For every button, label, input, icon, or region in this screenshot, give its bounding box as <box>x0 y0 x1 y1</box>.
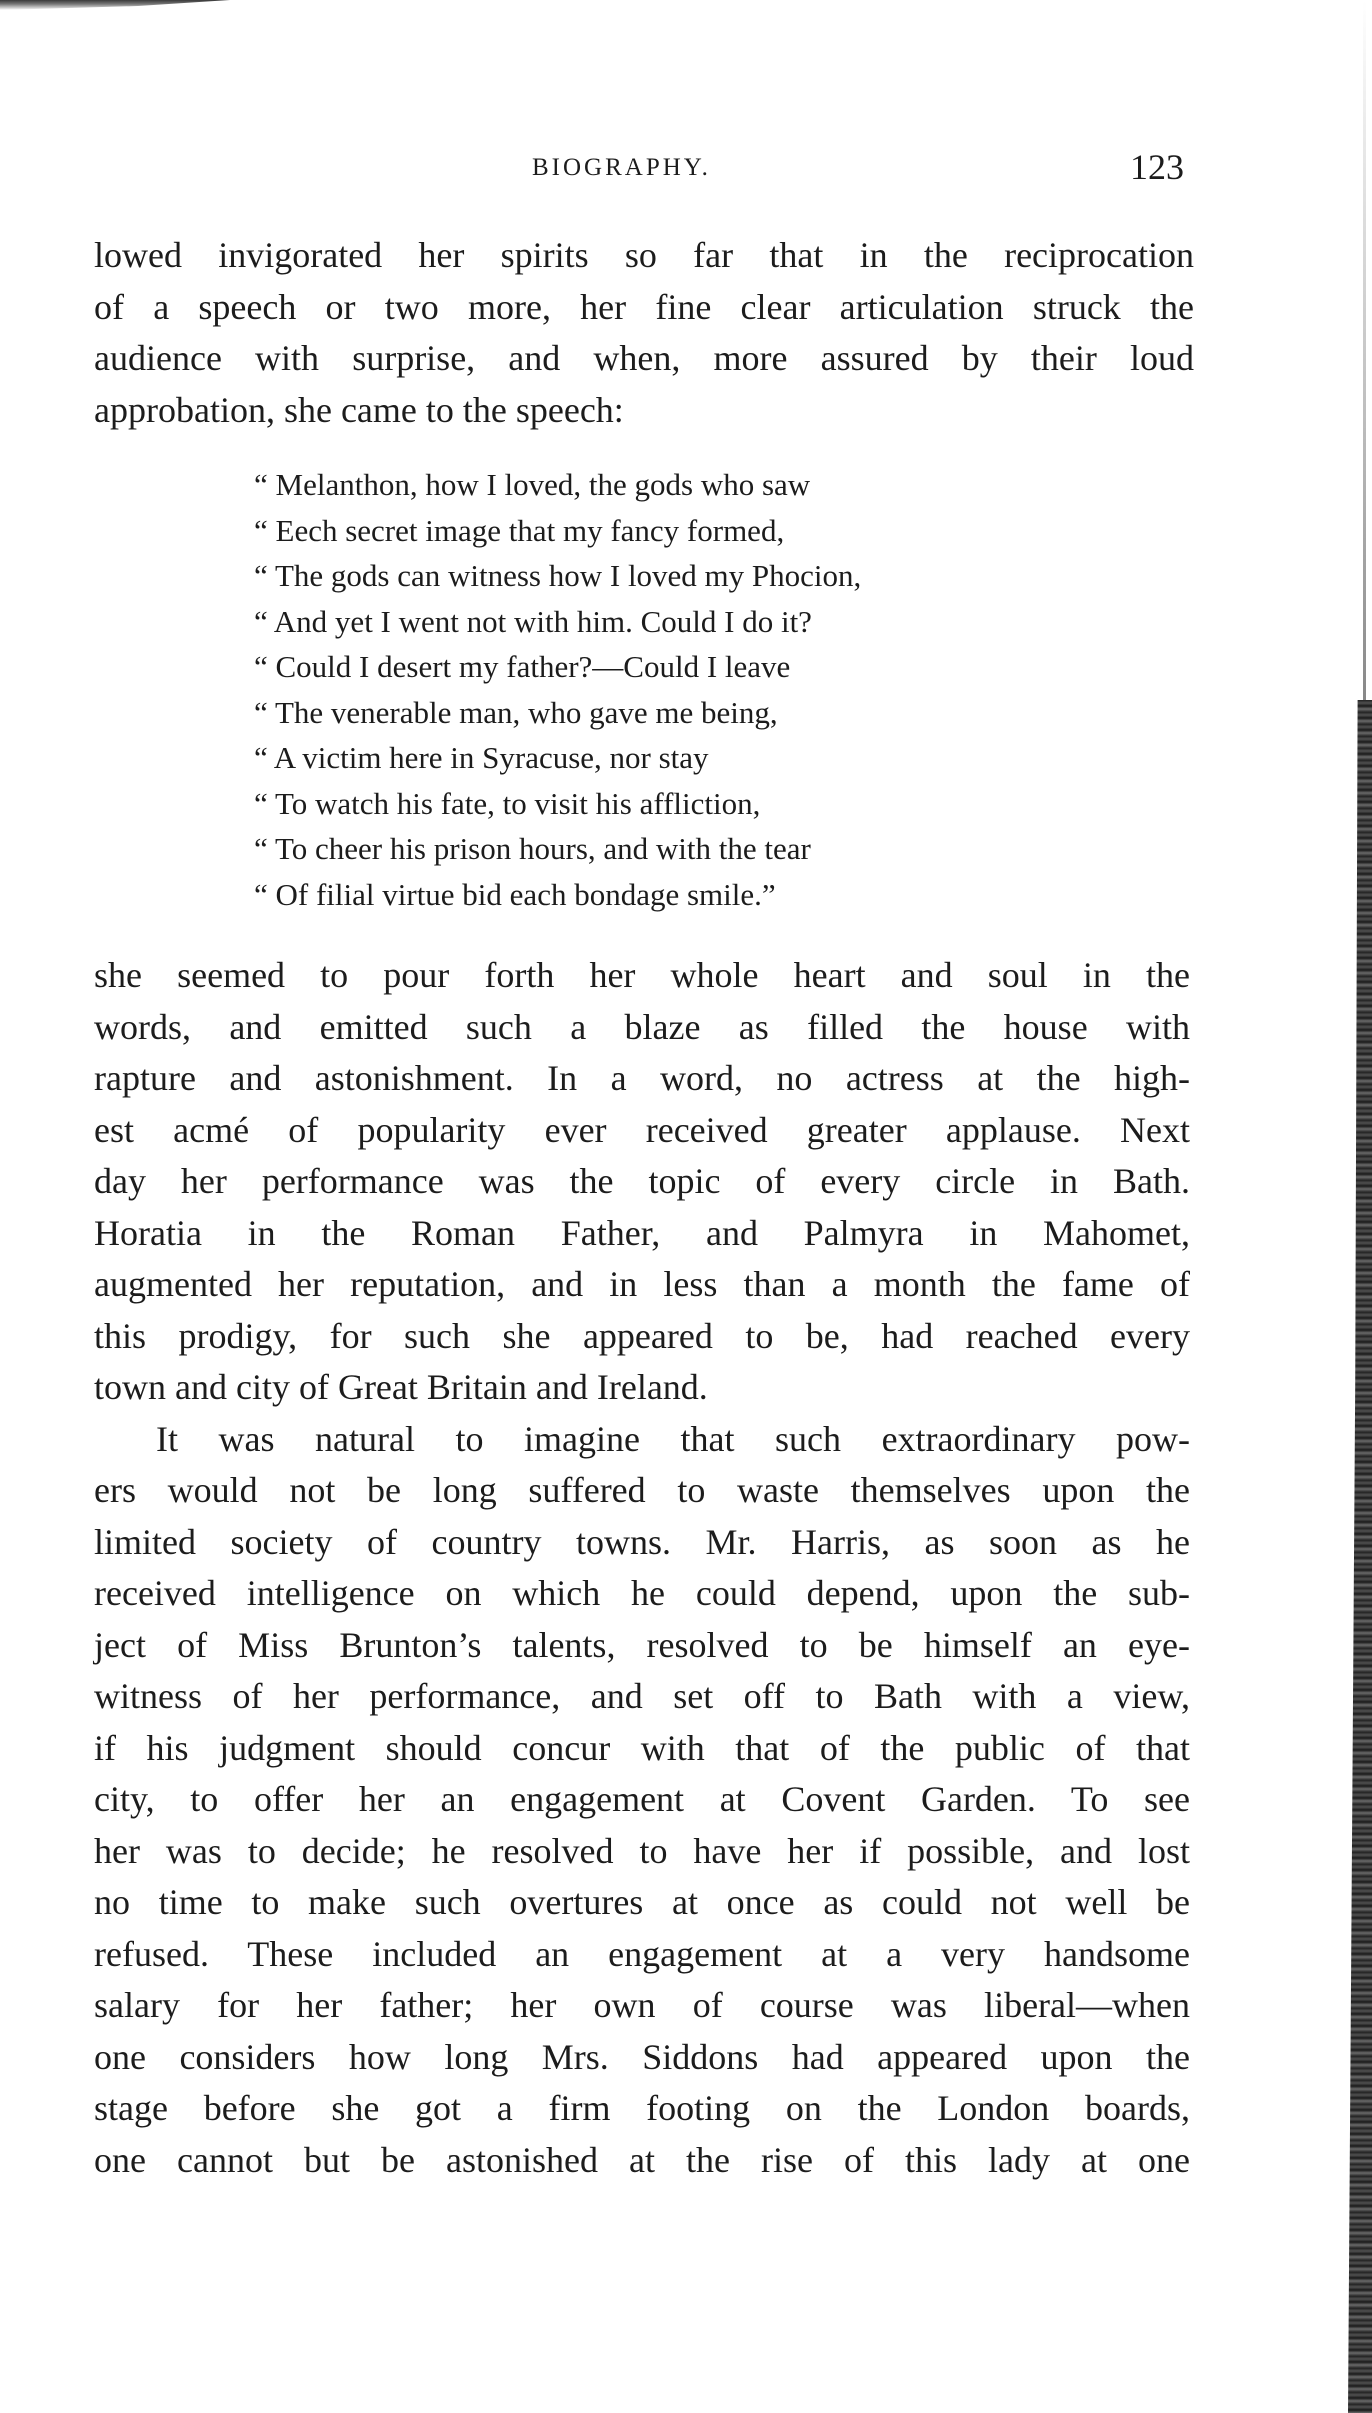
text-line: augmented her reputation, and in less than a month the fame of <box>94 1264 1190 1304</box>
text-line: It was natural to imagine that such extraordinary pow- <box>156 1418 1190 1459</box>
verse-line: “ To watch his fate, to visit his affliction, <box>254 785 761 821</box>
text-line: one cannot but be astonished at the rise of this lady at one <box>94 2139 1190 2180</box>
text-line: witness of her performance, and set off to Bath with a view, <box>94 1676 1190 1716</box>
text-line: salary for her father; her own of course was liberal—when <box>94 1985 1190 2025</box>
verse-line: “ Melanthon, how I loved, the gods who saw <box>254 467 811 502</box>
main-text <box>94 950 1190 2186</box>
verse-line: “ Could I desert my father?—Could I leave <box>254 649 791 684</box>
opening-paragraph <box>94 230 1194 436</box>
verse-line: “ The gods can witness how I loved my Phocion, <box>254 558 862 593</box>
text-line: this prodigy, for such she appeared to be, had reached every <box>94 1315 1190 1356</box>
verse-line: “ The venerable man, who gave me being, <box>254 694 778 730</box>
verse-line: “ And yet I went not with him. Could I do it? <box>254 603 812 639</box>
text-line: her was to decide; he resolved to have her if possible, and lost <box>94 1830 1190 1871</box>
text-line: audience with surprise, and when, more assured by their loud <box>94 338 1194 378</box>
text-line: city, to offer her an engagement at Covent Garden. To see <box>94 1779 1190 1819</box>
text-line: day her performance was the topic of every circle in Bath. <box>94 1161 1190 1201</box>
scan-edge-right <box>1348 700 1372 2413</box>
scan-edge-top <box>0 0 230 10</box>
verse-line: “ Of filial virtue bid each bondage smile.” <box>254 876 776 912</box>
text-line: lowed invigorated her spirits so far that in the reciprocation <box>94 235 1194 275</box>
text-line: of a speech or two more, her fine clear articulation struck the <box>94 286 1194 327</box>
continuation-paragraph <box>94 950 1190 1414</box>
text-line: limited society of country towns. Mr. Harris, as soon as he <box>94 1521 1190 1562</box>
text-line: no time to make such overtures at once as could not well be <box>94 1882 1190 1922</box>
verse-quotation <box>254 462 1054 917</box>
text-line: est acmé of popularity ever received greater applause. Next <box>94 1109 1190 1150</box>
verse-line: “ To cheer his prison hours, and with the tear <box>254 831 811 866</box>
running-head: BIOGRAPHY. <box>532 154 711 181</box>
verse-line: “ Eech secret image that my fancy formed, <box>254 512 785 548</box>
page-number: 123 <box>1130 147 1184 187</box>
text-line: ers would not be long suffered to waste themselves upon the <box>94 1470 1190 1510</box>
text-line: refused. These included an engagement at a very handsome <box>94 1933 1190 1974</box>
text-line: approbation, she came to the speech: <box>94 389 624 430</box>
text-line: she seemed to pour forth her whole heart and soul in the <box>94 955 1190 995</box>
text-line: ject of Miss Brunton’s talents, resolved to be himself an eye- <box>94 1624 1190 1665</box>
text-line: one considers how long Mrs. Siddons had appeared upon the <box>94 2036 1190 2077</box>
verse-line: “ A victim here in Syracuse, nor stay <box>254 740 709 775</box>
text-line: Horatia in the Roman Father, and Palmyra in Mahomet, <box>94 1212 1190 1253</box>
text-line: received intelligence on which he could depend, upon the sub- <box>94 1573 1190 1613</box>
scan-edge-right-upper <box>1363 0 1366 700</box>
text-line: rapture and astonishment. In a word, no actress at the high- <box>94 1058 1190 1098</box>
final-paragraph <box>94 1414 1190 2187</box>
text-line: if his judgment should concur with that of the public of that <box>94 1727 1190 1768</box>
page-header <box>0 146 1372 196</box>
text-line: town and city of Great Britain and Ireland. <box>94 1367 708 1407</box>
text-line: words, and emitted such a blaze as filled the house with <box>94 1006 1190 1047</box>
text-line: stage before she got a firm footing on the London boards, <box>94 2088 1190 2128</box>
